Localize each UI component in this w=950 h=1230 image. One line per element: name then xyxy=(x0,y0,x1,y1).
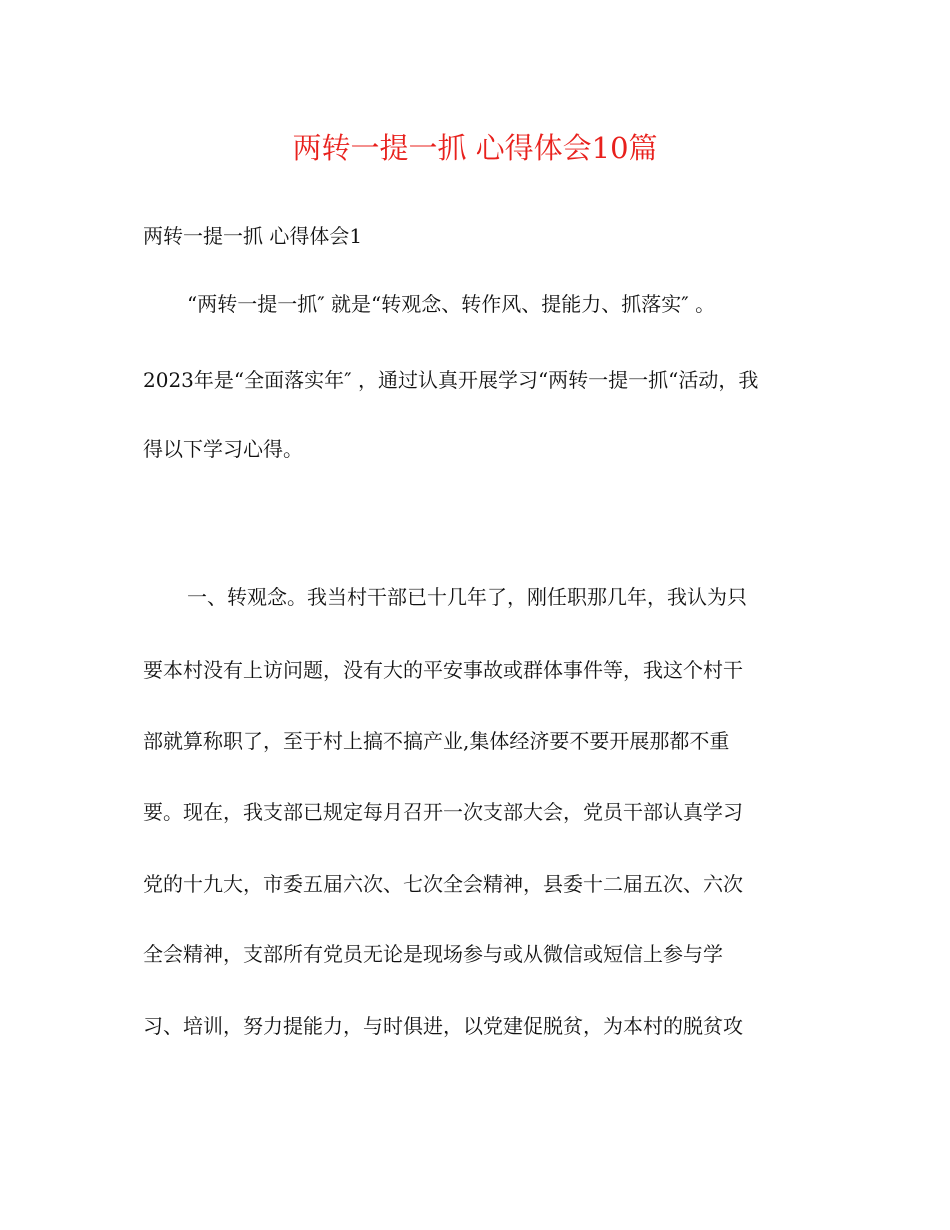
body-line: 习、培训，努力提能力，与时俱进，以党建促脱贫，为本村的脱贫攻 xyxy=(143,1014,743,1038)
body-line: 要本村没有上访问题，没有大的平安事故或群体事件等，我这个村干 xyxy=(143,658,743,682)
intro-line: 得以下学习心得。 xyxy=(143,437,303,461)
intro-line: “两转一提一抓″ 就是“转观念、转作风、提能力、抓落实″ 。 xyxy=(187,292,716,316)
intro-line: 2023年是“全面落实年″ ，通过认真开展学习“两转一提一抓“活动，我 xyxy=(143,368,759,392)
body-line: 部就算称职了，至于村上搞不搞产业,集体经济要不要开展那都不重 xyxy=(143,729,730,753)
document-title: 两转一提一抓 心得体会10篇 xyxy=(292,131,658,165)
body-line: 全会精神，支部所有党员无论是现场参与或从微信或短信上参与学 xyxy=(143,942,723,966)
body-line: 要。现在，我支部已规定每月召开一次支部大会，党员干部认真学习 xyxy=(143,800,743,824)
section-heading: 两转一提一抓 心得体会1 xyxy=(143,224,363,248)
body-line: 一、转观念。我当村干部已十几年了，刚任职那几年，我认为只 xyxy=(187,585,747,609)
body-line: 党的十九大，市委五届六次、七次全会精神，县委十二届五次、六次 xyxy=(143,872,743,896)
